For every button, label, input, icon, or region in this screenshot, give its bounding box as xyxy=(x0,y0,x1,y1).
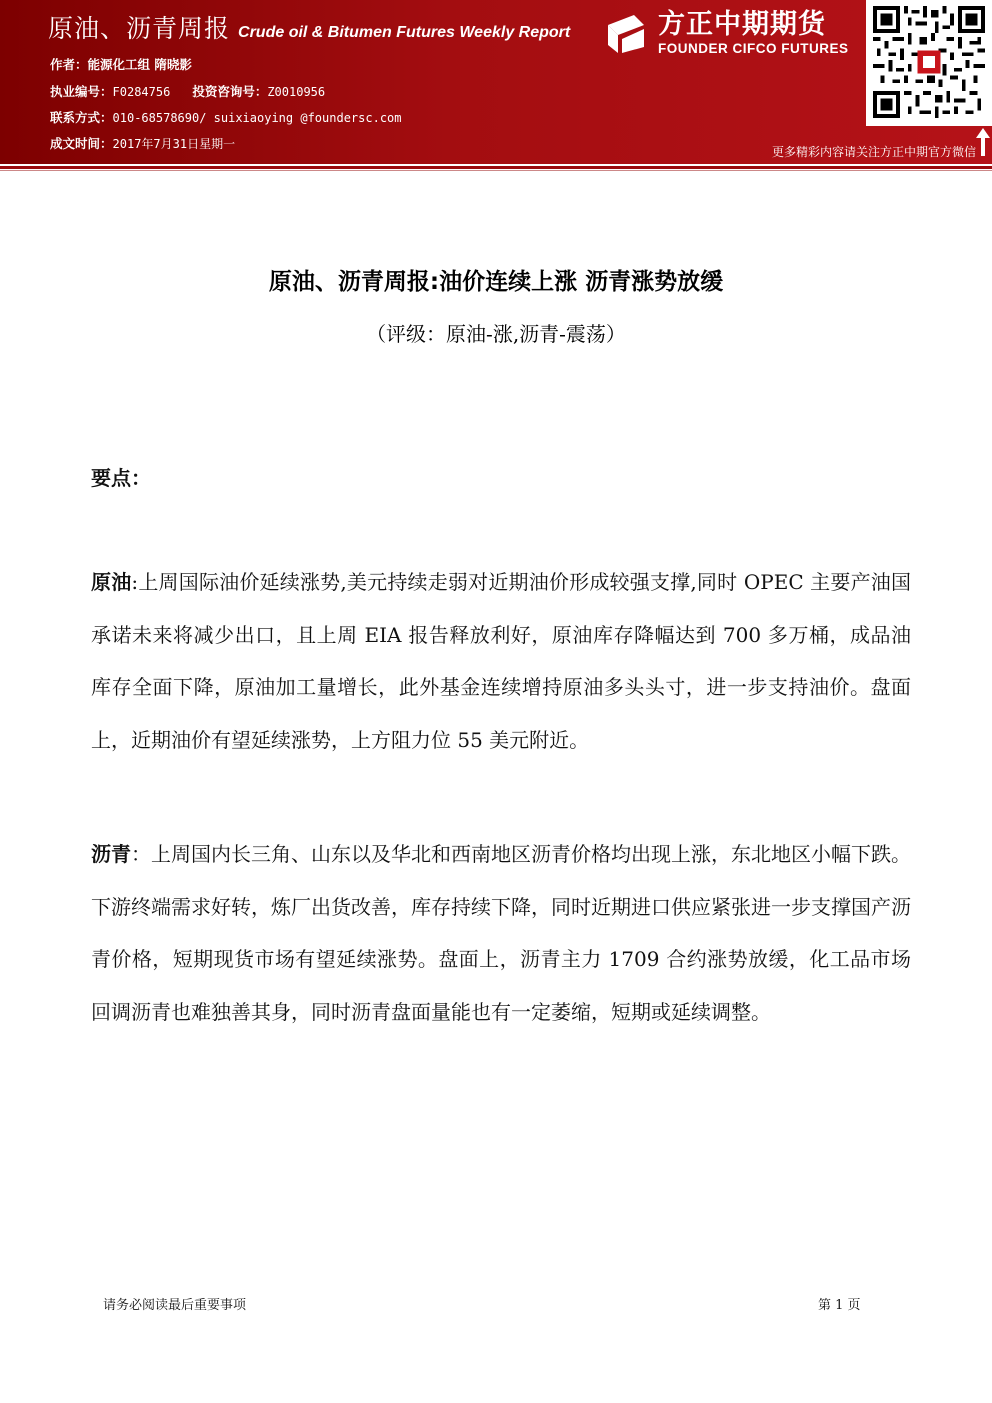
header-title-cn: 原油、沥青周报 xyxy=(48,14,231,43)
header-divider-thin xyxy=(0,170,992,171)
consult-label: 投资咨询号： xyxy=(192,84,268,99)
company-logo xyxy=(604,5,849,61)
footer-page-number: 第 1 页 xyxy=(818,1298,861,1313)
logo-mark-icon xyxy=(604,11,648,55)
license-label: 执业编号： xyxy=(50,84,113,99)
consult-value: Z0010956 xyxy=(267,85,326,99)
header-title-en: Crude oil & Bitumen Futures Weekly Report xyxy=(238,24,571,41)
header-divider xyxy=(0,166,992,169)
author-value: 能源化工组 隋晓影 xyxy=(87,57,192,72)
date-value: 2017年7月31日星期一 xyxy=(112,137,236,151)
bitumen-paragraph xyxy=(91,828,911,1038)
header-title xyxy=(48,9,570,43)
logo-en-text: FOUNDER CIFCO FUTURES xyxy=(658,40,849,56)
author-row xyxy=(50,55,192,73)
license-row xyxy=(50,82,325,100)
license-value: F0284756 xyxy=(112,85,171,99)
date-row xyxy=(50,134,235,152)
contact-label: 联系方式： xyxy=(50,110,113,125)
document-title: 原油、沥青周报:油价连续上涨 沥青涨势放缓 xyxy=(268,269,724,295)
crude-oil-body: :上周国际油价延续涨势,美元持续走弱对近期油价形成较强支撑,同时 OPEC 主要产油国承诺未来将减少出口，且上周 EIA 报告释放利好，原油库存降幅达到 700 多万桶，成品油库存全面下降，原油加工量增长，此外基金连续增持原油多头头寸，进一步支持油价。盘面上，近期油价有望延续涨势，上方阻力位 55 美元附近。 xyxy=(91,570,911,752)
report-header xyxy=(0,0,992,164)
crude-oil-lead: 原油 xyxy=(91,570,132,594)
crude-oil-paragraph xyxy=(91,556,911,766)
bitumen-body: ：上周国内长三角、山东以及华北和西南地区沥青价格均出现上涨，东北地区小幅下跌。下游终端需求好转，炼厂出货改善，库存持续下降，同时近期进口供应紧张进一步支撑国产沥青价格，短期现货市场有望延续涨势。盘面上，沥青主力 1709 合约涨势放缓，化工品市场回调沥青也难独善其身，同时沥青盘面量能也有一定萎缩，短期或延续调整。 xyxy=(91,842,911,1024)
contact-value: 010-68578690/ suixiaoying @foundersc.com xyxy=(112,111,402,125)
rating-line: （评级：原油-涨,沥青-震荡） xyxy=(366,322,626,346)
date-label: 成文时间： xyxy=(50,136,113,151)
logo-cn-text: 方正中期期货 xyxy=(658,8,826,40)
footer-notice: 请务必阅读最后重要事项 xyxy=(103,1298,247,1313)
wechat-qr-code xyxy=(866,0,992,126)
key-points-label: 要点： xyxy=(91,466,151,490)
author-label: 作者： xyxy=(50,57,88,72)
contact-row xyxy=(50,108,402,126)
follow-wechat-text: 更多精彩内容请关注方正中期官方微信 xyxy=(771,145,976,159)
scroll-top-arrow-icon[interactable] xyxy=(975,126,991,158)
bitumen-lead: 沥青 xyxy=(91,842,131,866)
